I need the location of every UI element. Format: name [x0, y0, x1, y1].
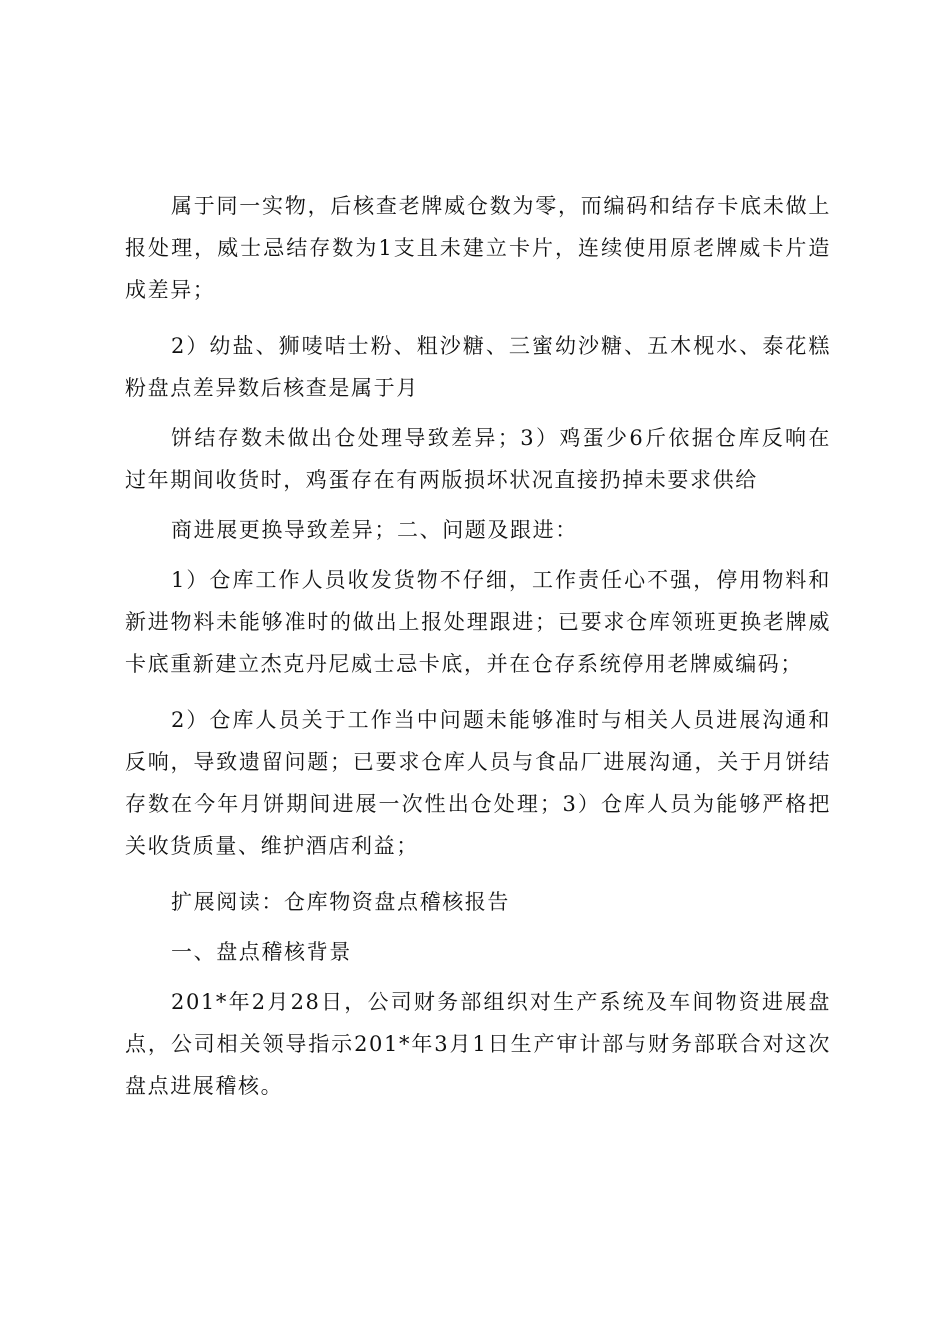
paragraph-3: 饼结存数未做出仓处理导致差异；3）鸡蛋少6斤依据仓库反响在过年期间收货时，鸡蛋存在有两版损坏状况直接扔掉未要求供给: [125, 426, 831, 492]
paragraph-2: 2）幼盐、狮唛咭士粉、粗沙糖、三蜜幼沙糖、五木枧水、泰花糕粉盘点差异数后核查是属于月: [125, 334, 831, 400]
paragraph-8: 一、盘点稽核背景: [171, 940, 352, 964]
paragraph-4: 商进展更换导致差异；二、问题及跟进：: [171, 518, 578, 542]
paragraph-7: 扩展阅读：仓库物资盘点稽核报告: [171, 890, 510, 914]
paragraph-9: 201*年2月28日，公司财务部组织对生产系统及车间物资进展盘点，公司相关领导指示201*年3月1日生产审计部与财务部联合对这次盘点进展稽核。: [125, 990, 831, 1098]
paragraph-5: 1）仓库工作人员收发货物不仔细，工作责任心不强，停用物料和新进物料未能够准时的做出上报处理跟进；已要求仓库领班更换老牌威卡底重新建立杰克丹尼威士忌卡底，并在仓存系统停用老牌威编码；: [125, 568, 831, 676]
paragraph-1: 属于同一实物，后核查老牌威仓数为零，而编码和结存卡底未做上报处理，威士忌结存数为1支且未建立卡片，连续使用原老牌威卡片造成差异；: [125, 194, 831, 302]
paragraph-6: 2）仓库人员关于工作当中问题未能够准时与相关人员进展沟通和反响，导致遗留问题；已要求仓库人员与食品厂进展沟通，关于月饼结存数在今年月饼期间进展一次性出仓处理；3）仓库人员为能够严格把关收货质量、维护酒店利益；: [125, 708, 831, 858]
document-body: [125, 185, 831, 1107]
